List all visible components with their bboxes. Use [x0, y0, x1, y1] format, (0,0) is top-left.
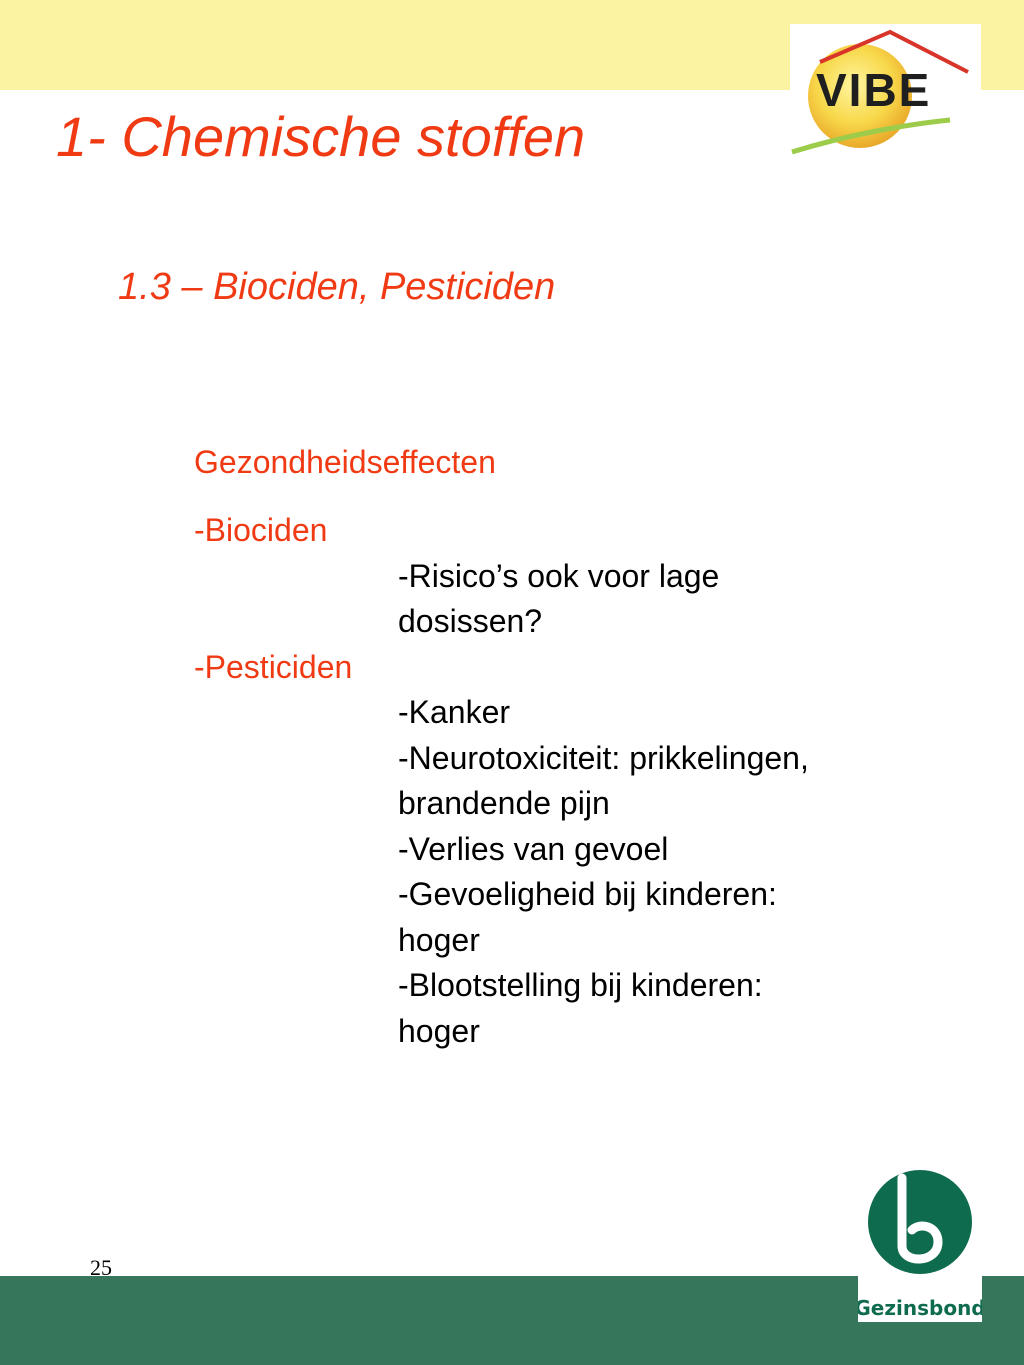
list-item: hoger [398, 922, 480, 958]
page-number: 25 [90, 1255, 112, 1280]
list-item: -Gevoeligheid bij kinderen: [398, 876, 777, 912]
list-item: hoger [398, 1013, 480, 1049]
group-label-pesticiden: -Pesticiden [194, 649, 353, 685]
vibe-logo [790, 24, 981, 156]
gezinsbond-logo-text: Gezinsbond [858, 1296, 982, 1320]
page-title: 1- Chemische stoffen [56, 105, 586, 168]
gezinsbond-logo-graphic [858, 1160, 982, 1322]
list-item: -Kanker [398, 694, 511, 730]
group-label-biociden: -Biociden [194, 512, 328, 548]
page-subtitle: 1.3 – Biociden, Pesticiden [118, 266, 556, 308]
list-item: -Blootstelling bij kinderen: [398, 967, 763, 1003]
list-item: brandende pijn [398, 785, 610, 821]
vibe-logo-graphic [790, 24, 981, 156]
list-item: -Verlies van gevoel [398, 831, 669, 867]
gezinsbond-logo [858, 1160, 982, 1322]
list-item: -Risico’s ook voor lage [398, 558, 720, 594]
list-item: -Neurotoxiciteit: prikkelingen, [398, 740, 809, 776]
list-item: dosissen? [398, 603, 543, 639]
vibe-logo-text: VIBE [816, 64, 932, 116]
section-heading: Gezondheidseffecten [194, 444, 496, 480]
